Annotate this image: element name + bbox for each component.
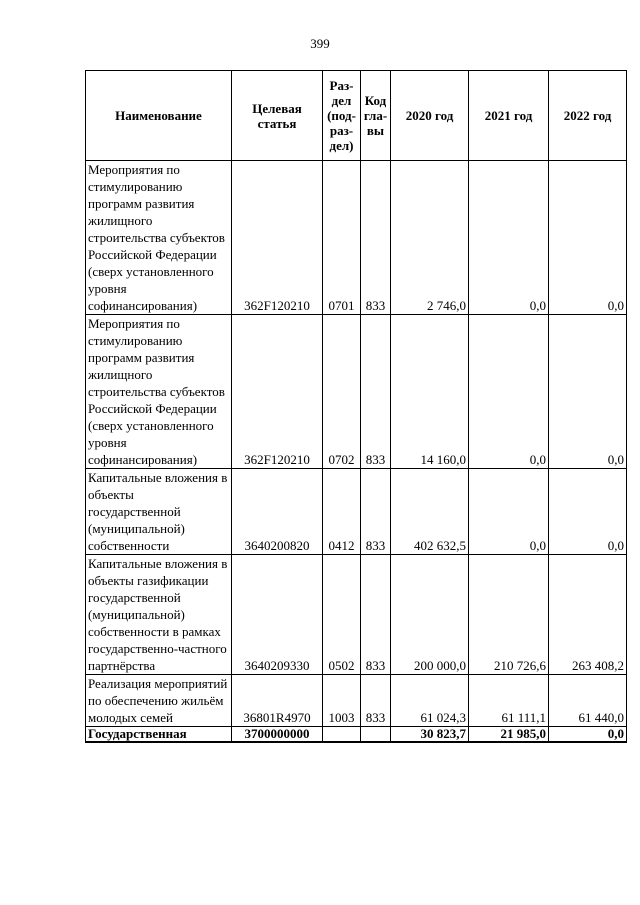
- total-code: 3700000000: [232, 727, 323, 743]
- row-section: 1003: [323, 675, 361, 727]
- header-2020: 2020 год: [391, 71, 469, 161]
- row-2021: 210 726,6: [469, 555, 549, 675]
- total-name: Государственная: [86, 727, 232, 743]
- row-code: 3640200820: [232, 469, 323, 555]
- row-section: 0701: [323, 161, 361, 315]
- row-code: 362F120210: [232, 161, 323, 315]
- row-chapter: 833: [361, 555, 391, 675]
- row-chapter: 833: [361, 675, 391, 727]
- total-2020: 30 823,7: [391, 727, 469, 743]
- row-2021: 0,0: [469, 469, 549, 555]
- table-row: [86, 161, 627, 315]
- row-2020: 2 746,0: [391, 161, 469, 315]
- header-name: Наименование: [86, 71, 232, 161]
- row-chapter: 833: [361, 469, 391, 555]
- budget-table: [85, 70, 627, 743]
- header-chapter: Код гла-вы: [361, 71, 391, 161]
- row-name: Мероприятия по стимулированию программ развития жилищного строительства субъектов Российской Федерации (сверх установленного уровня софинансирования): [86, 161, 232, 315]
- row-2020: 402 632,5: [391, 469, 469, 555]
- table-row: [86, 675, 627, 727]
- row-code: 36801R4970: [232, 675, 323, 727]
- row-2020: 200 000,0: [391, 555, 469, 675]
- header-section: Раз-дел (под-раз-дел): [323, 71, 361, 161]
- row-2020: 61 024,3: [391, 675, 469, 727]
- table-row-total: [86, 727, 627, 743]
- row-chapter: 833: [361, 161, 391, 315]
- header-2021: 2021 год: [469, 71, 549, 161]
- row-chapter: 833: [361, 315, 391, 469]
- row-name: Капитальные вложения в объекты газификации государственной (муниципальной) собственности в рамках государственно-частного партнёрства: [86, 555, 232, 675]
- row-2022: 0,0: [549, 161, 627, 315]
- row-2022: 263 408,2: [549, 555, 627, 675]
- row-name: Реализация мероприятий по обеспечению жильём молодых семей: [86, 675, 232, 727]
- page-number: 399: [310, 36, 330, 51]
- row-2021: 0,0: [469, 315, 549, 469]
- row-code: 362F120210: [232, 315, 323, 469]
- row-section: 0502: [323, 555, 361, 675]
- table-row: [86, 315, 627, 469]
- total-2021: 21 985,0: [469, 727, 549, 743]
- row-section: 0702: [323, 315, 361, 469]
- total-chapter: [361, 727, 391, 743]
- total-section: [323, 727, 361, 743]
- table-row: [86, 469, 627, 555]
- row-2020: 14 160,0: [391, 315, 469, 469]
- row-name: Мероприятия по стимулированию программ развития жилищного строительства субъектов Российской Федерации (сверх установленного уровня софинансирования): [86, 315, 232, 469]
- header-2022: 2022 год: [549, 71, 627, 161]
- row-section: 0412: [323, 469, 361, 555]
- table-header-row: [86, 71, 627, 161]
- row-2021: 0,0: [469, 161, 549, 315]
- row-code: 3640209330: [232, 555, 323, 675]
- header-code: Целевая статья: [232, 71, 323, 161]
- row-2022: 0,0: [549, 315, 627, 469]
- row-name: Капитальные вложения в объекты государственной (муниципальной) собственности: [86, 469, 232, 555]
- row-2022: 0,0: [549, 469, 627, 555]
- row-2022: 61 440,0: [549, 675, 627, 727]
- total-2022: 0,0: [549, 727, 627, 743]
- row-2021: 61 111,1: [469, 675, 549, 727]
- table-row: [86, 555, 627, 675]
